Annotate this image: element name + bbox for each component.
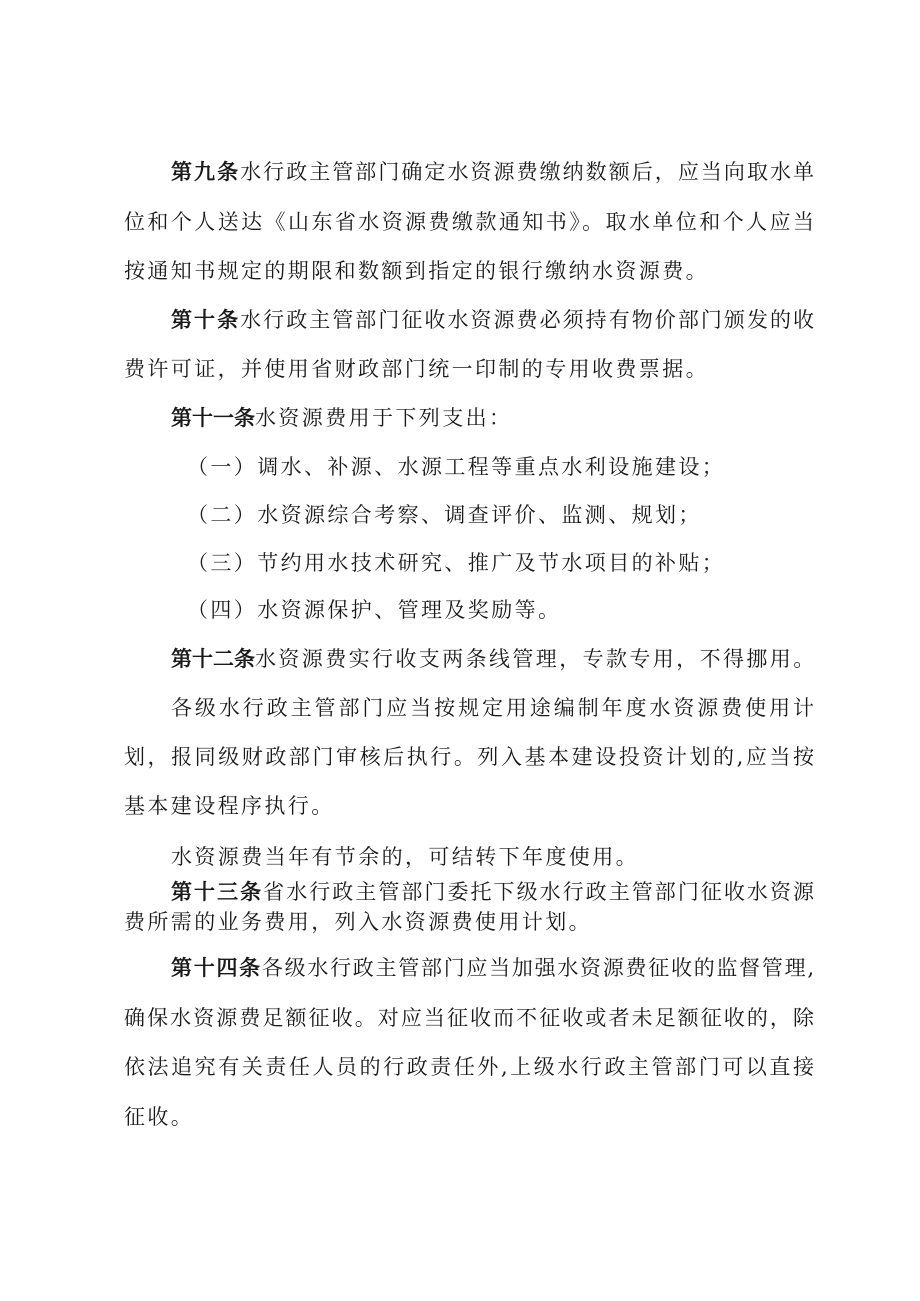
- article-12-para-2-line-1: 水资源费当年有节余的，可结转下年度使用。: [171, 845, 639, 869]
- article-9-line-2: 位和个人送达《山东省水资源费缴款通知书》。取水单位和个人应当: [124, 210, 814, 234]
- article-11-text-1: 水资源费用于下列支出：: [255, 406, 513, 430]
- article-9-text-1: 水行政主管部门确定水资源费缴纳数额后，应当向取水单: [240, 160, 815, 184]
- article-9-label: 第九条: [171, 160, 241, 184]
- article-12-para-1-line-3: 基本建设程序执行。: [124, 794, 335, 818]
- article-12-para-1-line-2: 划，报同级财政部门审核后执行。列入基本建设投资计划的,应当按: [124, 745, 814, 769]
- article-14-line-1: [171, 954, 814, 982]
- article-10-line-1: [171, 306, 814, 334]
- article-10-label: 第十条: [171, 308, 241, 332]
- article-11-item-3: （三）节约用水技术研究、推广及节水项目的补贴；: [187, 551, 726, 575]
- article-14-label: 第十四条: [171, 956, 262, 980]
- article-11-item-4: （四）水资源保护、管理及奖励等。: [187, 598, 562, 622]
- article-13-text-1: 省水行政主管部门委托下级水行政主管部门征收水资源: [263, 880, 815, 904]
- article-10-line-2: 费许可证，并使用省财政部门统一印制的专用收费票据。: [124, 357, 709, 381]
- article-11-item-2: （二）水资源综合考察、调查评价、监测、规划；: [187, 503, 702, 527]
- article-14-text-1: 各级水行政主管部门应当加强水资源费征收的监督管理,: [261, 956, 814, 980]
- article-14-line-2: 确保水资源费足额征收。对应当征收而不征收或者未足额征收的，除: [124, 1006, 814, 1030]
- article-12-label: 第十二条: [171, 647, 255, 671]
- article-12-para-1-line-1: 各级水行政主管部门应当按规定用途编制年度水资源费使用计: [171, 696, 814, 720]
- article-14-line-4: 征收。: [124, 1105, 195, 1129]
- article-11-item-1: （一）调水、补源、水源工程等重点水利设施建设；: [187, 455, 726, 479]
- article-9-line-1: [171, 158, 814, 186]
- article-14-line-3: 依法追究有关责任人员的行政责任外,上级水行政主管部门可以直接: [124, 1055, 814, 1079]
- article-13-label: 第十三条: [171, 880, 264, 904]
- article-13-line-2: 费所需的业务费用，列入水资源费使用计划。: [124, 910, 592, 934]
- article-13-line-1: [171, 878, 814, 906]
- article-11-label: 第十一条: [171, 406, 255, 430]
- article-12-line-1: [171, 645, 817, 673]
- article-12-text-1: 水资源费实行收支两条线管理，专款专用，不得挪用。: [255, 647, 817, 671]
- article-9-line-3: 按通知书规定的期限和数额到指定的银行缴纳水资源费。: [124, 259, 709, 283]
- article-10-text-1: 水行政主管部门征收水资源费必须持有物价部门颁发的收: [240, 308, 815, 332]
- article-11-line-1: [171, 404, 814, 432]
